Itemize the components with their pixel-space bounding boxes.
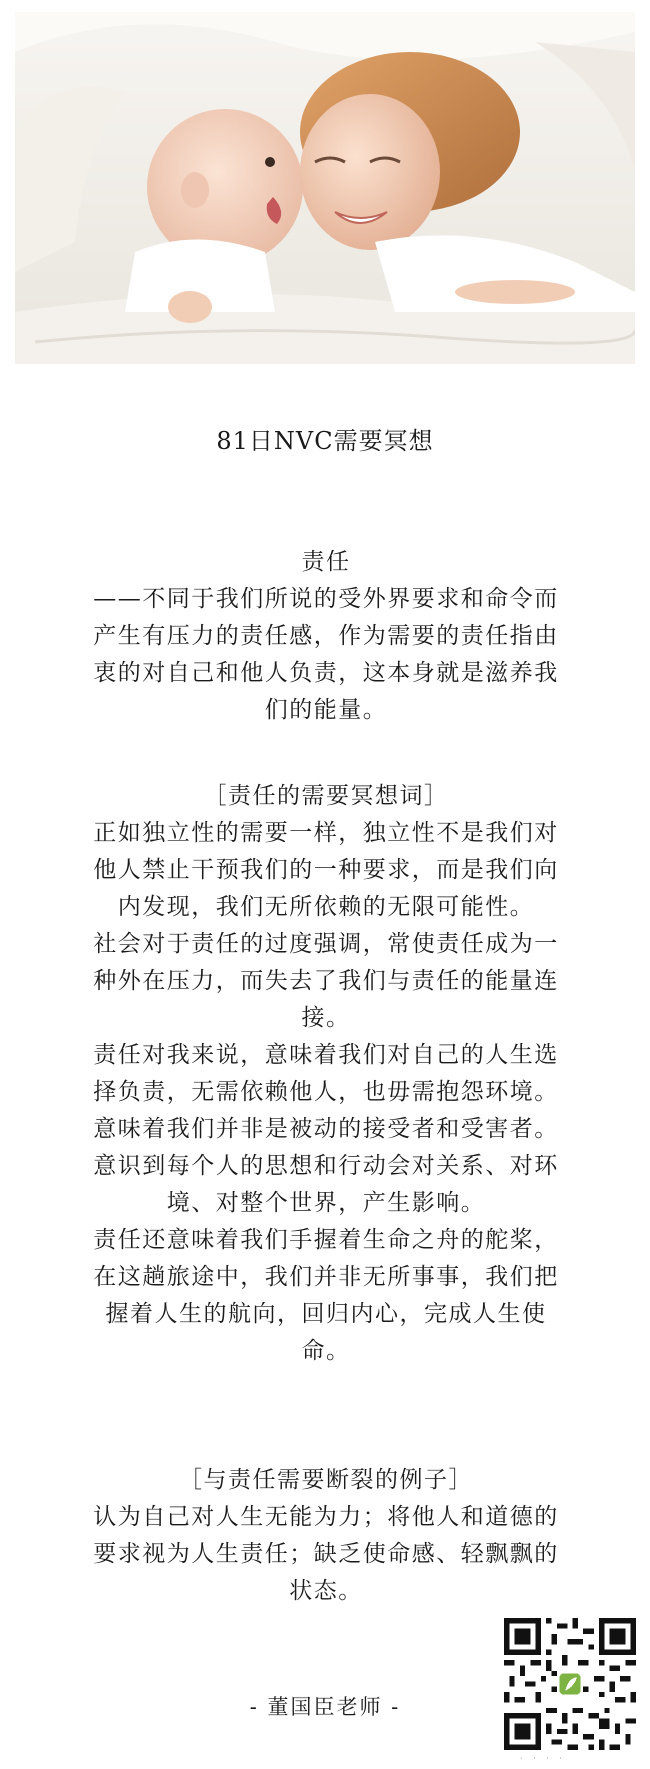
section-line: 正如独立性的需要一样，独立性不是我们对: [93, 820, 559, 846]
examples-section: [86, 1462, 566, 1610]
section-line: 种外在压力，而失去了我们与责任的能量连: [93, 968, 559, 994]
author-signature: - 董国臣老师 -: [249, 1695, 401, 1719]
section-line: 接。: [301, 1005, 351, 1031]
section-line: 意味着我们并非是被动的接受者和受害者。: [93, 1116, 559, 1142]
section-line: 他人禁止干预我们的一种要求，而是我们向: [93, 857, 559, 883]
section-line: 责任还意味着我们手握着生命之舟的舵桨，: [93, 1227, 559, 1253]
intro-line: 产生有压力的责任感，作为需要的责任指由: [93, 623, 559, 649]
section-line: 社会对于责任的过度强调，常使责任成为一: [93, 931, 559, 957]
page-title: 81日NVC需要冥想: [216, 427, 434, 455]
meditation-section: [86, 778, 566, 1370]
section-line: 命。: [301, 1338, 351, 1364]
qr-caption: · · · ·: [520, 1754, 566, 1763]
intro-line: ——不同于我们所说的受外界要求和命令而: [93, 586, 559, 612]
section-heading: ［责任的需要冥想词］: [203, 783, 449, 809]
section-line: 择负责，无需依赖他人，也毋需抱怨环境。: [93, 1079, 559, 1105]
section-line: 状态。: [289, 1578, 363, 1604]
intro-line: 们的能量。: [264, 697, 388, 723]
section-line: 在这趟旅途中，我们并非无所事事，我们把: [93, 1264, 559, 1290]
section-line: 握着人生的航向，回归内心，完成人生使: [105, 1301, 547, 1327]
section-heading: ［与责任需要断裂的例子］: [179, 1467, 473, 1493]
header-photo: [15, 12, 635, 364]
qr-code-graphic: [504, 1618, 636, 1750]
section-line: 意识到每个人的思想和行动会对关系、对环: [93, 1153, 559, 1179]
qr-code-icon[interactable]: [504, 1618, 636, 1750]
intro-heading: 责任: [301, 549, 351, 575]
intro-line: 衷的对自己和他人负责，这本身就是滋养我: [93, 660, 559, 686]
section-line: 责任对我来说，意味着我们对自己的人生选: [93, 1042, 559, 1068]
mother-baby-illustration: [15, 12, 635, 364]
intro-section: [86, 544, 566, 729]
section-line: 境、对整个世界，产生影响。: [166, 1190, 486, 1216]
section-line: 要求视为人生责任；缺乏使命感、轻飘飘的: [93, 1541, 559, 1567]
section-line: 内发现，我们无所依赖的无限可能性。: [117, 894, 535, 920]
section-line: 认为自己对人生无能为力；将他人和道德的: [93, 1504, 559, 1530]
